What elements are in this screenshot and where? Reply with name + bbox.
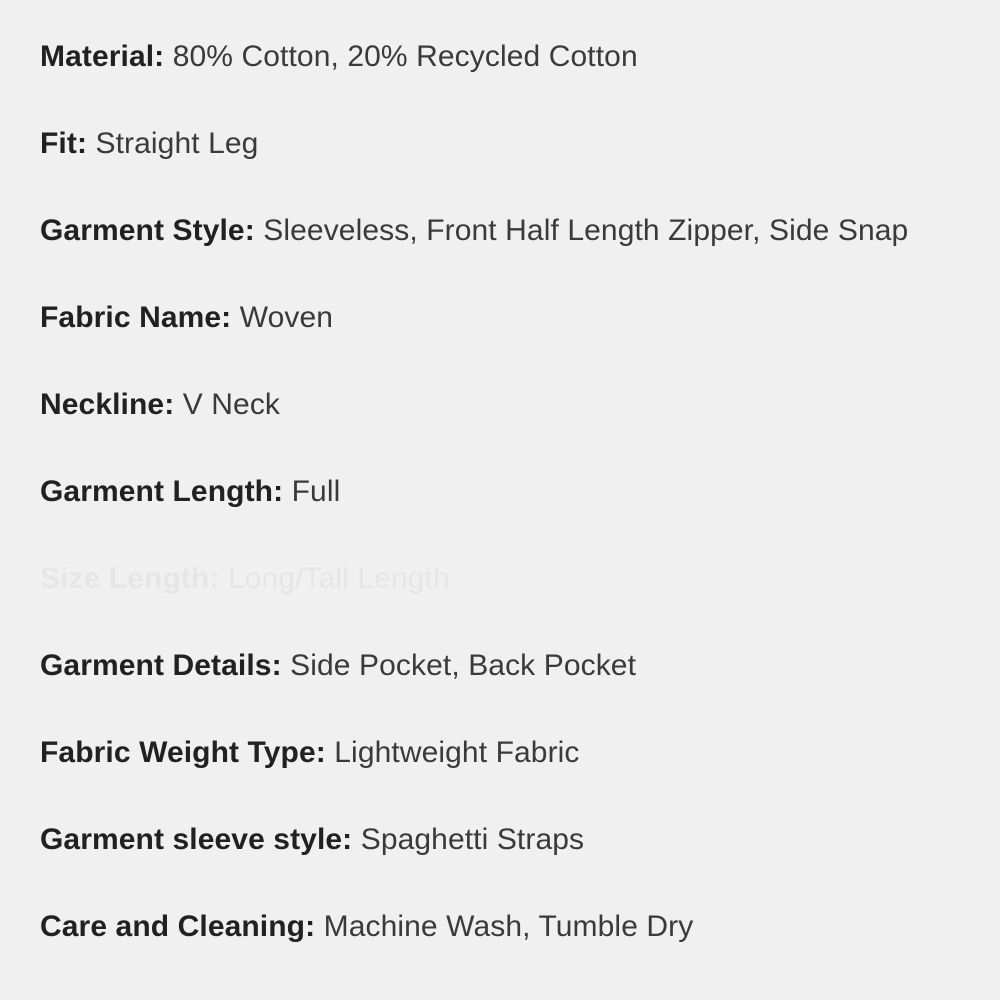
spec-row <box>40 470 940 513</box>
spec-value: 80% Cotton, 20% Recycled Cotton <box>172 40 638 73</box>
spec-label: Garment sleeve style: <box>40 823 353 856</box>
spec-value: Woven <box>239 301 334 334</box>
spec-row <box>40 296 940 339</box>
spec-label: Care and Cleaning: <box>40 910 316 943</box>
spec-row <box>40 731 940 774</box>
spec-row <box>40 818 940 861</box>
spec-value: Straight Leg <box>95 127 259 160</box>
spec-label: Fit: <box>40 127 88 160</box>
spec-value: V Neck <box>182 388 281 421</box>
spec-label: Garment Length: <box>40 475 284 508</box>
spec-value: Side Pocket, Back Pocket <box>290 649 637 682</box>
spec-row <box>40 905 940 948</box>
spec-label: Fabric Name: <box>40 301 232 334</box>
specification-list <box>40 0 960 948</box>
spec-row <box>40 35 940 78</box>
spec-label: Fabric Weight Type: <box>40 736 326 769</box>
spec-row <box>40 209 940 252</box>
spec-label: Neckline: <box>40 388 175 421</box>
spec-label: Garment Style: <box>40 214 255 247</box>
spec-value: Full <box>291 475 341 508</box>
spec-value: Spaghetti Straps <box>360 823 585 856</box>
spec-row <box>40 383 940 426</box>
spec-row <box>40 644 940 687</box>
spec-row-faded <box>40 557 940 600</box>
spec-value: Sleeveless, Front Half Length Zipper, Side Snap <box>263 214 909 247</box>
spec-value: Machine Wash, Tumble Dry <box>323 910 694 943</box>
spec-label: Material: <box>40 40 165 73</box>
spec-row <box>40 122 940 165</box>
spec-value: Lightweight Fabric <box>334 736 580 769</box>
spec-label: Garment Details: <box>40 649 282 682</box>
spec-label: Size Length: <box>40 562 220 595</box>
spec-value: Long/Tall Length <box>227 562 450 595</box>
